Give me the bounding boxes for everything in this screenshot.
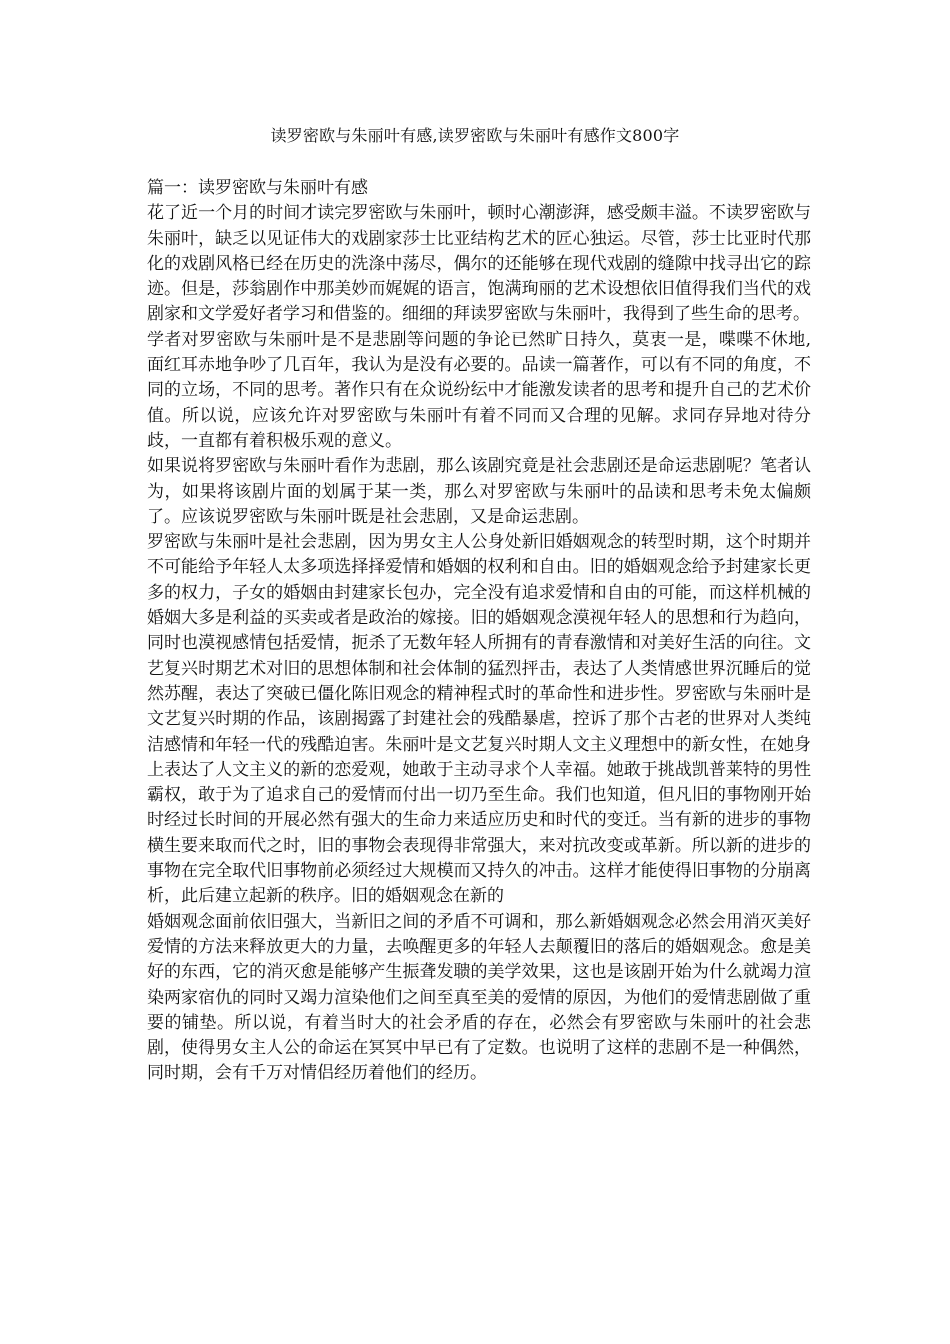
section-heading: 篇一：读罗密欧与朱丽叶有感 [147, 178, 368, 198]
paragraph: 如果说将罗密欧与朱丽叶看作为悲剧，那么该剧究竟是社会悲剧还是命运悲剧呢？笔者认为，如果将该剧片面的划属于某一类，那么对罗密欧与朱丽叶的品读和思考未免太偏颇了。应该说罗密欧与朱丽叶既是社会悲剧，又是命运悲剧。 [147, 456, 811, 527]
paragraph: 婚姻观念面前依旧强大，当新旧之间的矛盾不可调和，那么新婚姻观念必然会用消灭美好爱情的方法来释放更大的力量，去唤醒更多的年轻人去颠覆旧的落后的婚姻观念。愈是美好的东西，它的消灭愈是能够产生振聋发聩的美学效果，这也是该剧开始为什么就竭力渲染两家宿仇的同时又竭力渲染他们之间至真至美的爱情的原因，为他们的爱情悲剧做了重要的铺垫。所以说，有着当时大的社会矛盾的存在，必然会有罗密欧与朱丽叶的社会悲剧，使得男女主人公的命运在冥冥中早已有了定数。也说明了这样的悲剧不是一种偶然，同时期，会有千万对情侣经历着他们的经历。 [147, 911, 811, 1084]
paragraph: 学者对罗密欧与朱丽叶是不是悲剧等问题的争论已然旷日持久，莫衷一是，喋喋不休地,面红耳赤地争吵了几百年，我认为是没有必要的。品读一篇著作，可以有不同的角度，不同的立场，不同的思考。著作只有在众说纷纭中才能激发读者的思考和提升自己的艺术价值。所以说，应该允许对罗密欧与朱丽叶有着不同而又合理的见解。求同存异地对待分歧，一直都有着积极乐观的意义。 [147, 329, 811, 451]
paragraph: 罗密欧与朱丽叶是社会悲剧，因为男女主人公身处新旧婚姻观念的转型时期，这个时期并不可能给予年轻人太多项选择择爱情和婚姻的权利和自由。旧的婚姻观念给予封建家长更多的权力，子女的婚姻由封建家长包办，完全没有追求爱情和自由的可能，而这样机械的婚姻大多是利益的买卖或者是政治的嫁接。旧的婚姻观念漠视年轻人的思想和行为趋向，同时也漠视感情包括爱情，扼杀了无数年轻人所拥有的青春激情和对美好生活的向往。文艺复兴时期艺术对旧的思想体制和社会体制的猛烈抨击，表达了人类情感世界沉睡后的觉然苏醒，表达了突破已僵化陈旧观念的精神程式时的革命性和进步性。罗密欧与朱丽叶是文艺复兴时期的作品，该剧揭露了封建社会的残酷暴虐，控诉了那个古老的世界对人类纯洁感情和年轻一代的残酷迫害。朱丽叶是文艺复兴时期人文主义理想中的新女性，在她身上表达了人文主义的新的恋爱观，她敢于主动寻求个人幸福。她敢于挑战凯普莱特的男性霸权，敢于为了追求自己的爱情而付出一切乃至生命。我们也知道，但凡旧的事物刚开始时经过长时间的开展必然有强大的生命力来适应历史和时代的变迁。当有新的进步的事物横生要来取而代之时，旧的事物会表现得非常强大，来对抗改变或革新。所以新的进步的事物在完全取代旧事物前必须经过大规模而又持久的冲击。这样才能使得旧事物的分崩离析，此后建立起新的秩序。旧的婚姻观念在新的 [147, 532, 811, 907]
document-body [147, 176, 811, 1087]
paragraph: 花了近一个月的时间才读完罗密欧与朱丽叶，顿时心潮澎湃，感受颇丰溢。不读罗密欧与朱丽叶，缺乏以见证伟大的戏剧家莎士比亚结构艺术的匠心独运。尽管，莎士比亚时代那化的戏剧风格已经在历史的洗涤中荡尽，偶尔的还能够在现代戏剧的缝隙中找寻出它的踪迹。但是，莎翁剧作中那美妙而娓娓的语言，饱满珣丽的艺术设想依旧值得我们当代的戏剧家和文学爱好者学习和借鉴的。细细的拜读罗密欧与朱丽叶，我得到了些生命的思考。 [147, 203, 811, 325]
document-title: 读罗密欧与朱丽叶有感,读罗密欧与朱丽叶有感作文800字 [270, 126, 680, 145]
